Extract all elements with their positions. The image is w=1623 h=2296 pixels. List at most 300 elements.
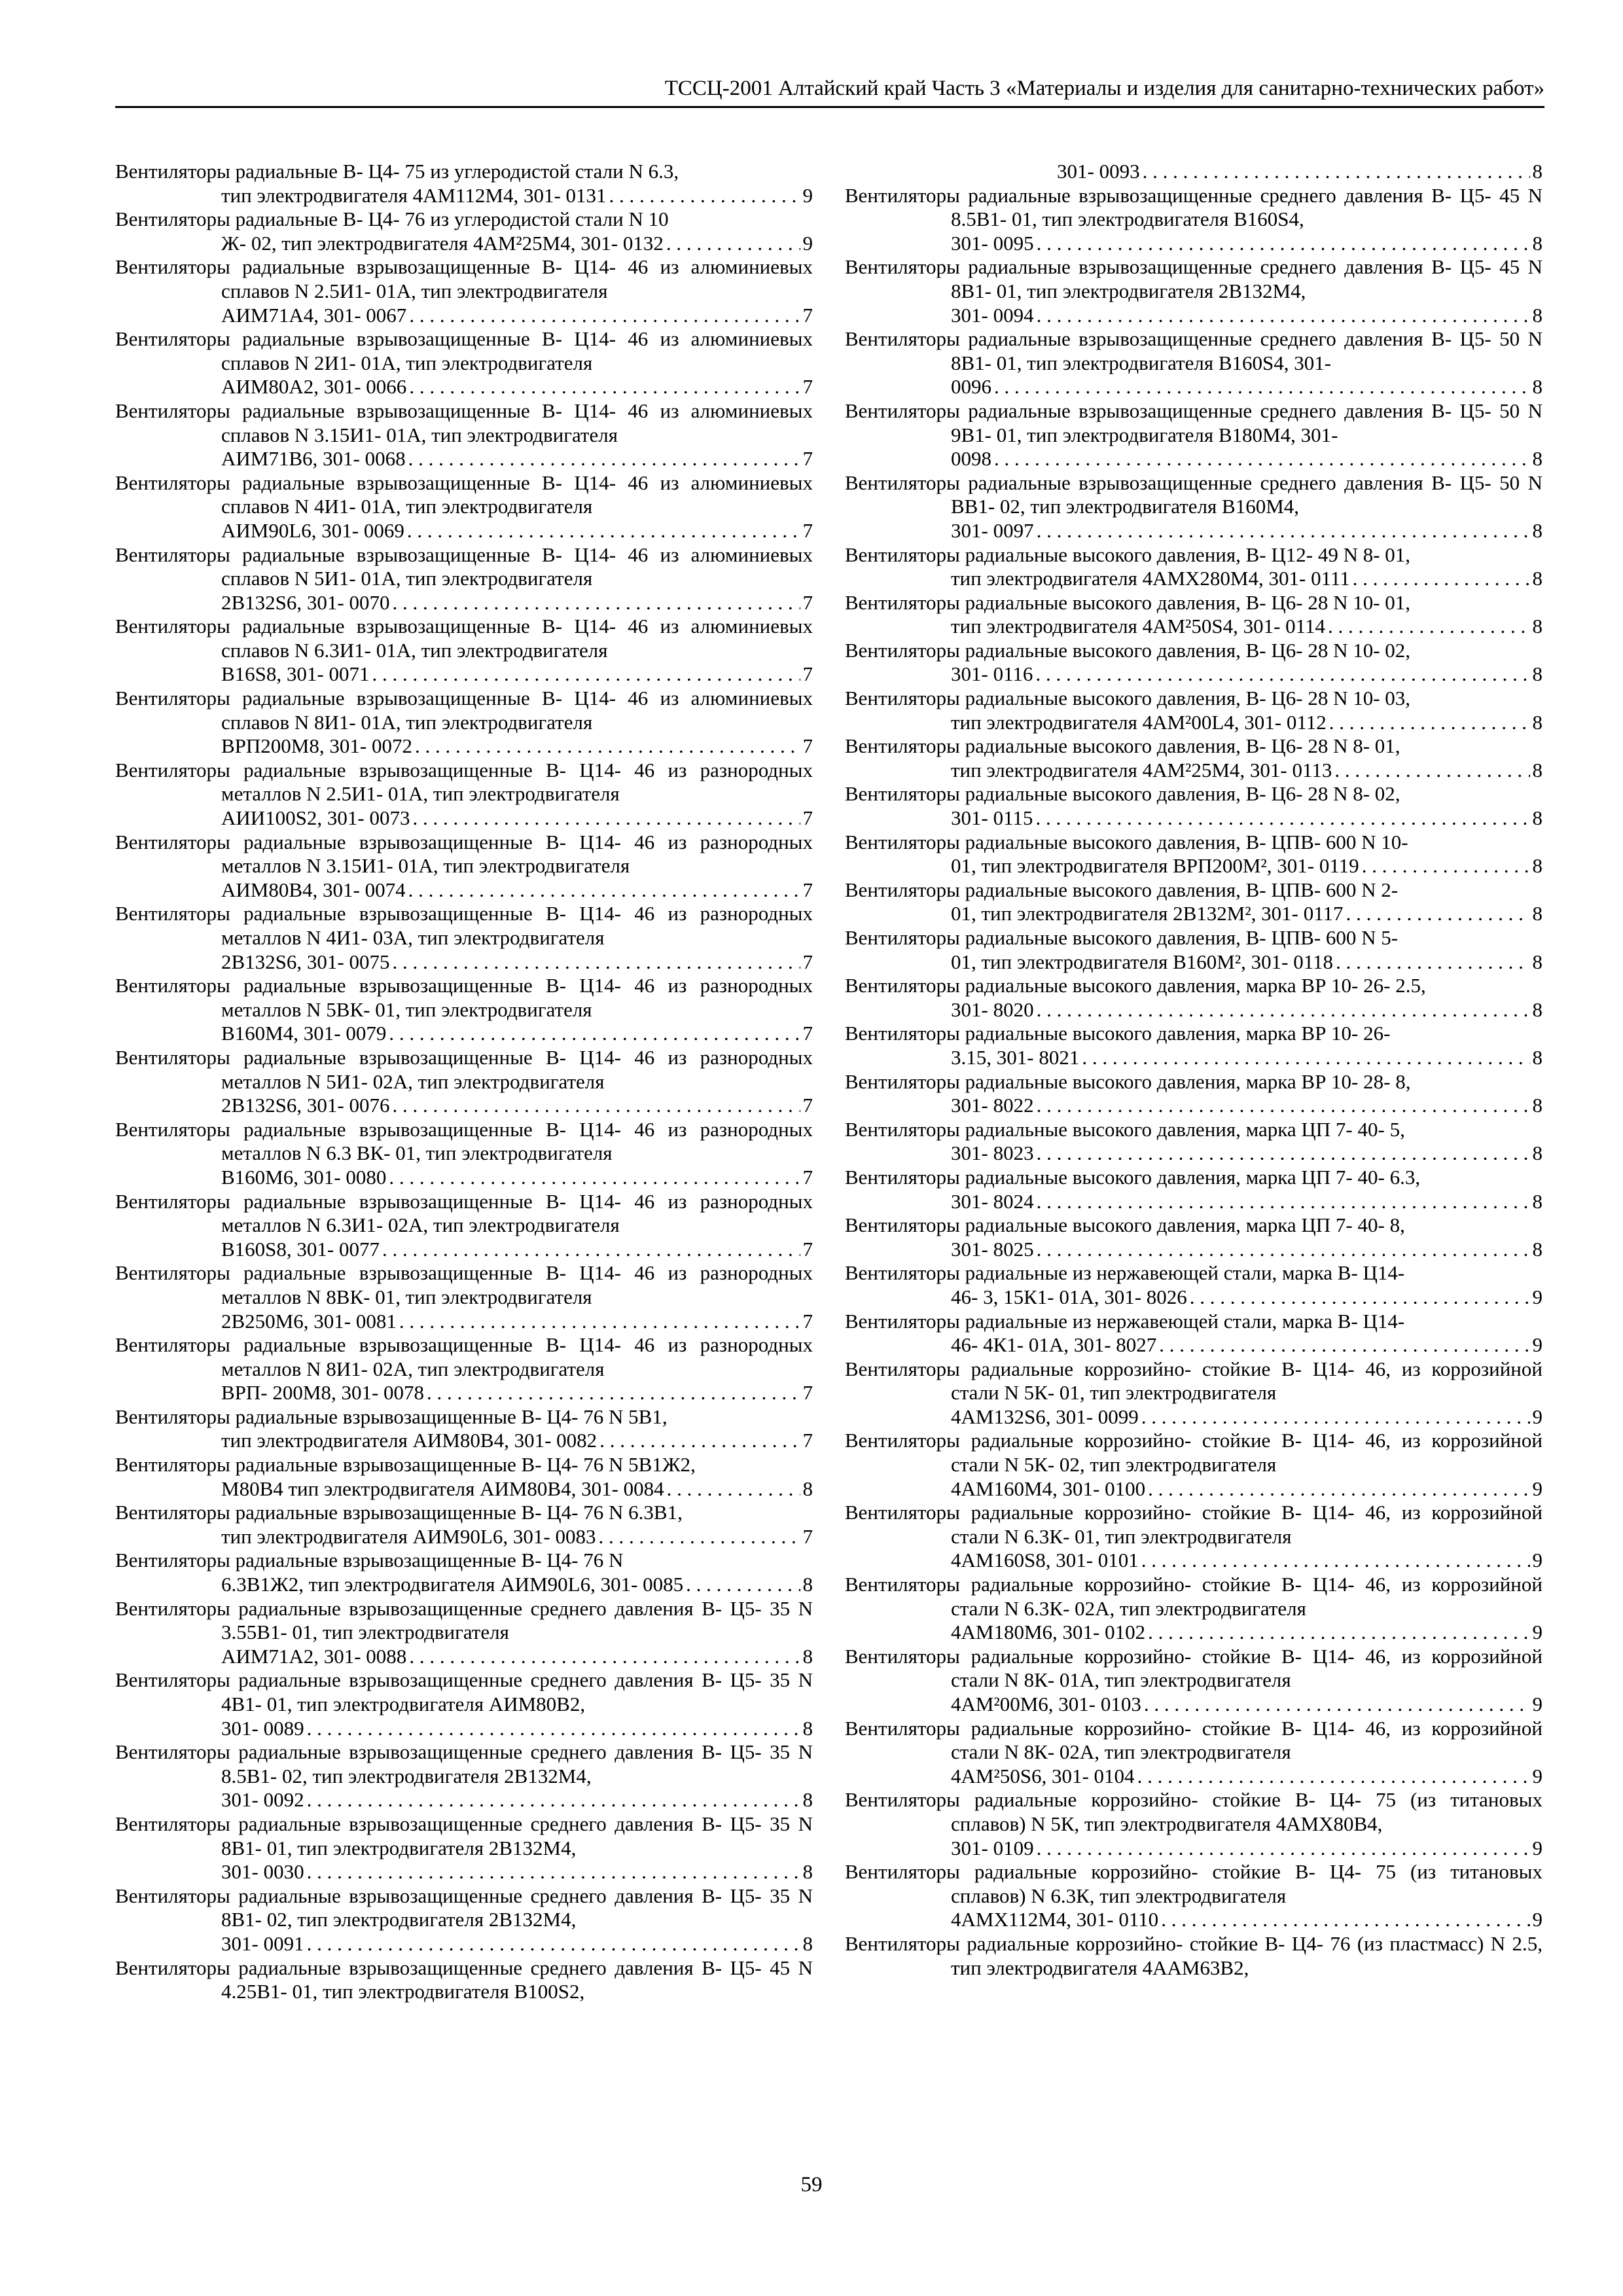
page-number: 59 (800, 2173, 823, 2197)
entry-page-number: 8 (802, 1860, 813, 1884)
entry-page-number: 8 (1532, 567, 1543, 590)
index-entry (845, 1261, 1543, 1309)
dot-leader (307, 1788, 800, 1812)
entry-last-line (221, 1310, 813, 1334)
entry-code: 4АМ²50S6, 301- 0104 (951, 1764, 1135, 1787)
index-entry (115, 1668, 813, 1740)
index-entry (845, 1501, 1543, 1573)
entry-page-number: 8 (1532, 902, 1543, 925)
index-entry (115, 1501, 813, 1549)
index-entry (845, 782, 1543, 830)
index-entry (115, 1453, 813, 1501)
entry-last-line (951, 567, 1543, 591)
dot-leader (1148, 1621, 1529, 1645)
index-entry (845, 255, 1543, 327)
index-entry (115, 1884, 813, 1956)
entry-text: Вентиляторы радиальные взрывозащищенные среднего давления В- Ц5- 35 N 3.55В1- 01, тип электродвигателя (115, 1596, 813, 1644)
dot-leader (393, 950, 800, 975)
index-entry (845, 734, 1543, 782)
entry-text: Вентиляторы радиальные взрывозащищенные В- Ц14- 46 из разнородных металлов N 5ВК- 01, тип электродвигателя (115, 974, 813, 1021)
entry-page-number: 8 (1532, 1094, 1543, 1117)
entry-last-line (951, 304, 1543, 328)
index-entry (115, 1190, 813, 1262)
dot-leader (666, 232, 800, 256)
entry-code: тип электродвигателя 4АМ²00L4, 301- 0112 (951, 710, 1327, 734)
dot-leader (1037, 998, 1530, 1022)
entry-text: Вентиляторы радиальные взрывозащищенные В- Ц14- 46 из алюминиевых сплавов N 5И1- 01А, тип электродвигателя (115, 543, 813, 590)
dot-leader (1035, 806, 1529, 831)
index-entry (115, 759, 813, 831)
index-entry (845, 471, 1543, 543)
entry-last-line (221, 1094, 813, 1118)
entry-page-number: 9 (1532, 1333, 1543, 1357)
entry-page-number: 8 (1532, 1045, 1543, 1069)
dot-leader (409, 1645, 800, 1669)
entry-page-number: 9 (1532, 1908, 1543, 1931)
dot-leader (408, 878, 800, 903)
dot-leader (1037, 1837, 1530, 1861)
entry-text: Вентиляторы радиальные взрывозащищенные среднего давления В- Ц5- 35 N 4В1- 01, тип электродвигателя АИМ80В2, (115, 1668, 813, 1715)
index-entry (845, 1166, 1543, 1213)
entry-last-line (951, 447, 1543, 471)
index-entry (845, 1022, 1543, 1069)
dot-leader (1144, 1693, 1530, 1717)
index-entry (115, 543, 813, 615)
entry-page-number: 7 (802, 1165, 813, 1189)
dot-leader (667, 1477, 800, 1501)
entry-text: Вентиляторы радиальные высокого давления, марка ЦП 7- 40- 8, (845, 1213, 1405, 1237)
entry-text: Вентиляторы радиальные взрывозащищенные В- Ц14- 46 из разнородных металлов N 4И1- 03А, тип электродвигателя (115, 902, 813, 949)
entry-text: Вентиляторы радиальные взрывозащищенные В- Ц14- 46 из алюминиевых сплавов N 8И1- 01А, тип электродвигателя (115, 687, 813, 734)
entry-page-number: 8 (1532, 303, 1543, 327)
index-entry (845, 1070, 1543, 1118)
entry-last-line (221, 519, 813, 543)
entry-last-line (221, 1477, 813, 1501)
entry-text: Вентиляторы радиальные коррозийно- стойкие В- Ц14- 46, из коррозийной стали N 8К- 02А, тип электродвигателя (845, 1716, 1543, 1764)
index-entry (845, 1357, 1543, 1429)
entry-last-line (951, 950, 1543, 975)
entry-text: Вентиляторы радиальные высокого давления, В- ЦПВ- 600 N 10- (845, 830, 1408, 853)
entry-code: 4АМ160S8, 301- 0101 (951, 1549, 1139, 1572)
entry-page-number: 8 (802, 1931, 813, 1955)
entry-page-number: 7 (802, 303, 813, 327)
entry-last-line (951, 759, 1543, 783)
entry-code: 4АМ²00М6, 301- 0103 (951, 1693, 1141, 1715)
entry-page-number: 8 (1532, 710, 1543, 734)
entry-last-line (951, 1094, 1543, 1118)
entry-last-line (221, 806, 813, 831)
entry-code: АИИ100S2, 301- 0073 (221, 806, 410, 830)
entry-code: 4АМ180М6, 301- 0102 (951, 1621, 1146, 1644)
entry-text: Вентиляторы радиальные высокого давления, В- Ц6- 28 N 10- 03, (845, 687, 1411, 710)
entry-code: М80В4 тип электродвигателя АИМ80В4, 301- 0084 (221, 1477, 664, 1500)
entry-text: Вентиляторы радиальные из нержавеющей стали, марка В- Ц14- (845, 1309, 1405, 1333)
entry-page-number: 7 (802, 447, 813, 471)
entry-page-number: 8 (802, 1788, 813, 1812)
entry-text: Вентиляторы радиальные взрывозащищенные среднего давления В- Ц5- 45 N 4.25В1- 01, тип электродвигателя В100S2, (115, 1956, 813, 2003)
entry-page-number: 7 (802, 518, 813, 542)
entry-last-line (221, 950, 813, 975)
entry-page-number: 8 (1532, 518, 1543, 542)
entry-text: Вентиляторы радиальные из нержавеющей стали, марка В- Ц14- (845, 1261, 1405, 1285)
dot-leader (994, 447, 1530, 471)
entry-last-line (951, 711, 1543, 735)
index-entry (115, 974, 813, 1046)
entry-code: 46- 4К1- 01А, 301- 8027 (951, 1333, 1157, 1357)
dot-leader (1037, 519, 1530, 543)
entry-text: Вентиляторы радиальные взрывозащищенные среднего давления В- Ц5- 35 N 8.5В1- 02, тип электродвигателя 2В132М4, (115, 1740, 813, 1787)
index-entry (845, 1717, 1543, 1789)
index-entry (115, 1046, 813, 1118)
dot-leader (1037, 1094, 1530, 1118)
entry-last-line (951, 1190, 1543, 1214)
entry-text: Вентиляторы радиальные взрывозащищенные среднего давления В- Ц5- 45 N 8В1- 01, тип электродвигателя 2В132М4, (845, 255, 1543, 302)
entry-page-number: 7 (802, 375, 813, 399)
dot-leader (1082, 1046, 1529, 1070)
entry-text: Вентиляторы радиальные взрывозащищенные В- Ц14- 46 из разнородных металлов N 5И1- 02А, тип электродвигателя (115, 1045, 813, 1093)
entry-page-number: 9 (1532, 1764, 1543, 1787)
dot-leader (307, 1717, 800, 1741)
entry-code: тип электродвигателя 4АМ²25М4, 301- 0113 (951, 758, 1332, 781)
dot-leader (1190, 1285, 1530, 1310)
entry-text: Вентиляторы радиальные взрывозащищенные среднего давления В- Ц5- 50 N 9В1- 01, тип электродвигателя В180М4, 301- (845, 399, 1543, 446)
index-entry (845, 1788, 1543, 1860)
entry-text: Вентиляторы радиальные взрывозащищенные В- Ц4- 76 N 5В1, (115, 1405, 668, 1428)
entry-code: 301- 0030 (221, 1860, 304, 1884)
entry-last-line (951, 1046, 1543, 1070)
index-entry (115, 1405, 813, 1453)
dot-leader (1346, 902, 1530, 926)
index-entry (845, 974, 1543, 1022)
index-entry (845, 184, 1543, 256)
index-entry (845, 327, 1543, 399)
index-entry (845, 1932, 1543, 1980)
entry-last-line (221, 1573, 813, 1597)
dot-leader (415, 734, 800, 759)
dot-leader (407, 519, 800, 543)
entry-page-number: 7 (802, 1524, 813, 1548)
dot-leader (307, 1860, 800, 1884)
dot-leader (1334, 759, 1529, 783)
entry-last-line (951, 1477, 1543, 1501)
entry-last-line (221, 734, 813, 759)
entry-code: В160М4, 301- 0079 (221, 1022, 387, 1045)
entry-last-line (951, 1238, 1543, 1262)
entry-code: 2В132S6, 301- 0075 (221, 950, 390, 973)
entry-last-line (221, 375, 813, 399)
index-entry (115, 255, 813, 327)
entry-page-number: 8 (1532, 1189, 1543, 1213)
entry-text: Вентиляторы радиальные коррозийно- стойкие В- Ц14- 46, из коррозийной стали N 6.3К- 02А, тип электродвигателя (845, 1573, 1543, 1620)
entry-code: 0096 (951, 375, 991, 399)
entry-page-number: 7 (802, 662, 813, 686)
index-entry (845, 639, 1543, 687)
entry-text: Вентиляторы радиальные взрывозащищенные В- Ц14- 46 из разнородных металлов N 6.3И1- 02А, тип электродвигателя (115, 1189, 813, 1237)
index-entry (115, 399, 813, 471)
entry-text: Вентиляторы радиальные взрывозащищенные В- Ц14- 46 из разнородных металлов N 8И1- 02А, тип электродвигателя (115, 1333, 813, 1380)
entry-page-number: 9 (802, 183, 813, 207)
entry-page-number: 8 (1532, 231, 1543, 255)
entry-last-line (221, 1788, 813, 1812)
index-entry (845, 1310, 1543, 1357)
entry-page-number: 8 (1532, 662, 1543, 686)
entry-text: Вентиляторы радиальные взрывозащищенные В- Ц14- 46 из алюминиевых сплавов N 4И1- 01А, тип электродвигателя (115, 471, 813, 518)
entry-code: 301- 0092 (221, 1788, 304, 1812)
index-entry (115, 831, 813, 903)
entry-last-line (221, 662, 813, 687)
dot-leader (1037, 1190, 1530, 1214)
entry-page-number: 7 (802, 590, 813, 614)
entry-last-line (951, 1837, 1543, 1861)
entry-text: Вентиляторы радиальные высокого давления, В- Ц6- 28 N 10- 01, (845, 590, 1411, 614)
entry-code: АИМ80А2, 301- 0066 (221, 375, 407, 399)
entry-page-number: 8 (802, 1644, 813, 1668)
entry-last-line (1057, 160, 1543, 184)
index-entry (115, 327, 813, 399)
index-entry (845, 926, 1543, 974)
entry-last-line (951, 1693, 1543, 1717)
entry-text: Вентиляторы радиальные коррозийно- стойкие В- Ц4- 75 (из титановых сплавов) N 5К, тип электродвигателя 4АМХ80В4, (845, 1788, 1543, 1835)
entry-last-line (951, 662, 1543, 687)
entry-code: 301- 8022 (951, 1094, 1034, 1117)
entry-code: 301- 0115 (951, 806, 1033, 830)
entry-text: Вентиляторы радиальные взрывозащищенные В- Ц4- 76 N 5В1Ж2, (115, 1453, 696, 1477)
entry-code: Ж- 02, тип электродвигателя 4АМ²25М4, 301- 0132 (221, 231, 664, 255)
entry-page-number: 8 (802, 1477, 813, 1500)
entry-code: 301- 0089 (221, 1716, 304, 1740)
entry-code: тип электродвигателя 4АМ112М4, 301- 0131 (221, 183, 607, 207)
dot-leader (1037, 232, 1530, 256)
entry-code: 301- 0091 (221, 1931, 304, 1955)
entry-code: ВРП200М8, 301- 0072 (221, 734, 412, 758)
entry-page-number: 8 (1532, 997, 1543, 1021)
index-entry (845, 543, 1543, 591)
index-entry (845, 831, 1543, 878)
entry-text: Вентиляторы радиальные взрывозащищенные В- Ц14- 46 из алюминиевых сплавов N 2И1- 01А, тип электродвигателя (115, 327, 813, 374)
entry-text: Вентиляторы радиальные взрывозащищенные В- Ц14- 46 из алюминиевых сплавов N 2.5И1- 01А, тип электродвигателя (115, 255, 813, 302)
index-entry (845, 687, 1543, 734)
entry-text: Вентиляторы радиальные В- Ц4- 76 из углеродистой стали N 10 (115, 207, 669, 231)
entry-text: Вентиляторы радиальные высокого давления, марка ЦП 7- 40- 6.3, (845, 1165, 1421, 1189)
index-entry (845, 1573, 1543, 1645)
entry-code: 301- 8025 (951, 1237, 1034, 1261)
index-entry (845, 1213, 1543, 1261)
dot-leader (994, 375, 1530, 399)
dot-leader (389, 1022, 800, 1046)
entry-page-number: 8 (1532, 1141, 1543, 1165)
entry-text: Вентиляторы радиальные высокого давления, В- Ц6- 28 N 10- 02, (845, 638, 1411, 662)
index-entry (115, 1597, 813, 1669)
dot-leader (409, 375, 800, 399)
index-entry (115, 902, 813, 974)
entry-last-line (221, 1166, 813, 1190)
entry-code: 301- 0097 (951, 518, 1034, 542)
entry-last-line (221, 878, 813, 903)
dot-leader (393, 591, 800, 615)
entry-page-number: 8 (802, 1573, 813, 1596)
entry-last-line (221, 1238, 813, 1262)
entry-page-number: 7 (802, 878, 813, 901)
dot-leader (1328, 615, 1529, 639)
entry-code: 3.15, 301- 8021 (951, 1045, 1080, 1069)
entry-text: Вентиляторы радиальные высокого давления, В- ЦПВ- 600 N 5- (845, 926, 1399, 949)
index-entry (845, 1645, 1543, 1717)
entry-code: АИМ71В6, 301- 0068 (221, 447, 406, 471)
entry-last-line (951, 1765, 1543, 1789)
dot-leader (399, 1310, 800, 1334)
index-entry (845, 1860, 1543, 1932)
dot-leader (599, 1429, 800, 1453)
entry-text: Вентиляторы радиальные высокого давления, марка ВР 10- 28- 8, (845, 1069, 1411, 1093)
entry-text: Вентиляторы радиальные коррозийно- стойкие В- Ц14- 46, из коррозийной стали N 5К- 01, тип электродвигателя (845, 1357, 1543, 1405)
entry-last-line (221, 184, 813, 208)
dot-leader (389, 1166, 800, 1190)
index-entry (115, 207, 813, 255)
entry-text: Вентиляторы радиальные взрывозащищенные среднего давления В- Ц5- 45 N 8.5В1- 01, тип электродвигателя В160S4, (845, 183, 1543, 231)
entry-text: Вентиляторы радиальные коррозийно- стойкие В- Ц4- 76 (из пластмасс) N 2.5, тип электродвигателя 4ААМ63В2, (845, 1931, 1543, 1979)
dot-leader (1161, 1908, 1529, 1932)
entry-last-line (221, 232, 813, 256)
entry-last-line (951, 1621, 1543, 1645)
entry-page-number: 9 (1532, 1285, 1543, 1308)
entry-last-line (221, 1429, 813, 1453)
index-entry (845, 399, 1543, 471)
entry-page-number: 8 (1532, 160, 1543, 183)
dot-leader (609, 184, 800, 208)
entry-text: Вентиляторы радиальные взрывозащищенные В- Ц4- 76 N (115, 1549, 624, 1572)
entry-last-line (221, 304, 813, 328)
dot-leader (427, 1381, 800, 1405)
entry-page-number: 7 (802, 1237, 813, 1261)
entry-text: Вентиляторы радиальные В- Ц4- 75 из углеродистой стали N 6.3, (115, 160, 679, 183)
entry-last-line (221, 1381, 813, 1405)
entry-page-number: 8 (1532, 615, 1543, 638)
entry-page-number: 7 (802, 734, 813, 758)
dot-leader (686, 1573, 800, 1597)
entry-code: 4АМ132S6, 301- 0099 (951, 1405, 1139, 1428)
dot-leader (1035, 662, 1529, 687)
dot-leader (1141, 1549, 1530, 1573)
entry-last-line (951, 806, 1543, 831)
entry-page-number: 8 (1532, 758, 1543, 781)
entry-last-line (951, 232, 1543, 256)
entry-last-line (221, 591, 813, 615)
entry-code: тип электродвигателя АИМ90L6, 301- 0083 (221, 1524, 596, 1548)
entry-code: 301- 8024 (951, 1189, 1034, 1213)
entry-last-line (951, 1549, 1543, 1573)
dot-leader (1037, 1238, 1530, 1262)
dot-leader (1137, 1765, 1530, 1789)
entry-code: 0098 (951, 447, 991, 471)
index-column-right (845, 160, 1543, 1980)
entry-code: 301- 0095 (951, 231, 1034, 255)
entry-text: Вентиляторы радиальные высокого давления, марка ВР 10- 26- 2.5, (845, 974, 1426, 997)
entry-code: 01, тип электродвигателя В160М², 301- 0118 (951, 950, 1334, 973)
entry-page-number: 7 (802, 950, 813, 973)
entry-last-line (221, 1717, 813, 1741)
entry-text: Вентиляторы радиальные взрывозащищенные среднего давления В- Ц5- 35 N 8В1- 02, тип электродвигателя 2В132М4, (115, 1884, 813, 1931)
entry-last-line (951, 998, 1543, 1022)
entry-code: АИМ71А4, 301- 0067 (221, 303, 407, 327)
entry-page-number: 9 (1532, 1477, 1543, 1500)
entry-last-line (221, 1645, 813, 1669)
entry-code: В16S8, 301- 0071 (221, 662, 370, 686)
entry-last-line (951, 375, 1543, 399)
entry-page-number: 8 (1532, 1237, 1543, 1261)
entry-text: Вентиляторы радиальные взрывозащищенные В- Ц4- 76 N 6.3В1, (115, 1501, 683, 1524)
entry-page-number: 9 (1532, 1693, 1543, 1715)
entry-code: 01, тип электродвигателя 2В132М², 301- 0117 (951, 902, 1344, 925)
entry-text: Вентиляторы радиальные коррозийно- стойкие В- Ц14- 46, из коррозийной стали N 8К- 01А, тип электродвигателя (845, 1644, 1543, 1692)
index-entry (115, 615, 813, 687)
dot-leader (409, 304, 800, 328)
entry-code: АИМ71А2, 301- 0088 (221, 1644, 407, 1668)
entry-text: Вентиляторы радиальные взрывозащищенные среднего давления В- Ц5- 35 N 8В1- 01, тип электродвигателя 2В132М4, (115, 1812, 813, 1859)
dot-leader (1037, 304, 1530, 328)
entry-code: 4АМХ112М4, 301- 0110 (951, 1908, 1159, 1931)
entry-code: 301- 8020 (951, 997, 1034, 1021)
entry-code: 301- 0109 (951, 1836, 1034, 1859)
dot-leader (393, 1094, 800, 1118)
entry-text: Вентиляторы радиальные взрывозащищенные В- Ц14- 46 из алюминиевых сплавов N 3.15И1- 01А, тип электродвигателя (115, 399, 813, 446)
entry-text: Вентиляторы радиальные взрывозащищенные среднего давления В- Ц5- 50 N ВВ1- 02, тип электродвигателя В160М4, (845, 471, 1543, 518)
entry-last-line (951, 615, 1543, 639)
entry-last-line (951, 1333, 1543, 1357)
index-entry (115, 1549, 813, 1596)
dot-leader (307, 1932, 800, 1956)
dot-leader (1336, 950, 1529, 975)
entry-page-number: 8 (1532, 375, 1543, 399)
dot-leader (1329, 711, 1530, 735)
index-entry (845, 1429, 1543, 1501)
entry-last-line (951, 854, 1543, 878)
dot-leader (412, 806, 800, 831)
entry-code: ВРП- 200М8, 301- 0078 (221, 1381, 425, 1405)
dot-leader (598, 1525, 800, 1549)
dot-leader (372, 662, 800, 687)
entry-text: Вентиляторы радиальные коррозийно- стойкие В- Ц4- 75 (из титановых сплавов) N 6.3К, тип электродвигателя (845, 1860, 1543, 1907)
entry-last-line (221, 1525, 813, 1549)
dot-leader (408, 447, 800, 471)
entry-text: Вентиляторы радиальные коррозийно- стойкие В- Ц14- 46, из коррозийной стали N 5К- 02, тип электродвигателя (845, 1429, 1543, 1477)
entry-last-line (951, 1405, 1543, 1429)
entry-code: 301- 0093 (1057, 160, 1140, 183)
entry-text: Вентиляторы радиальные взрывозащищенные среднего давления В- Ц5- 50 N 8В1- 01, тип электродвигателя В160S4, 301- (845, 327, 1543, 374)
dot-leader (1353, 567, 1530, 591)
entry-text: Вентиляторы радиальные взрывозащищенные В- Ц14- 46 из разнородных металлов N 3.15И1- 01А, тип электродвигателя (115, 830, 813, 878)
entry-text: Вентиляторы радиальные взрывозащищенные В- Ц14- 46 из разнородных металлов N 2.5И1- 01А, тип электродвигателя (115, 758, 813, 806)
entry-last-line (951, 1141, 1543, 1166)
index-entry (115, 1261, 813, 1333)
index-entry (115, 1333, 813, 1405)
entry-code: В160М6, 301- 0080 (221, 1165, 387, 1189)
entry-last-line (221, 447, 813, 471)
entry-code: тип электродвигателя 4АМХ280М4, 301- 0111 (951, 567, 1350, 590)
index-entry (115, 687, 813, 759)
entry-code: 01, тип электродвигателя ВРП200М², 301- 0119 (951, 854, 1359, 878)
entry-text: Вентиляторы радиальные высокого давления, марка ВР 10- 26- (845, 1022, 1391, 1045)
entry-last-line (221, 1022, 813, 1046)
index-entry (845, 878, 1543, 926)
entry-page-number: 7 (802, 806, 813, 830)
entry-last-line (951, 902, 1543, 926)
entry-text: Вентиляторы радиальные высокого давления, В- ЦПВ- 600 N 2- (845, 878, 1399, 901)
entry-last-line (221, 1932, 813, 1956)
entry-code: 6.3В1Ж2, тип электродвигателя АИМ90L6, 301- 0085 (221, 1573, 684, 1596)
dot-leader (1143, 160, 1530, 184)
entry-last-line (951, 1285, 1543, 1310)
entry-code: 301- 0116 (951, 662, 1033, 686)
